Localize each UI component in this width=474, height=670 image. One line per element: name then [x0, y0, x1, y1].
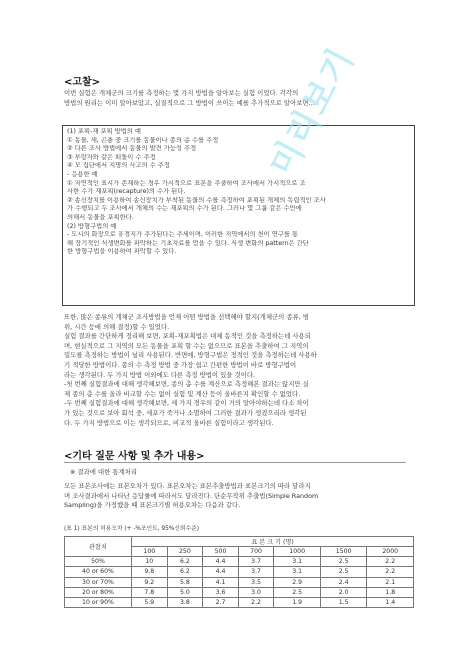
table-cell: 2.9: [274, 577, 321, 587]
text-line: 실험 결과를 간단하게 정리해 보면, 포획-재포획법은 대체 동적인 것을 측정하는데 사용되: [64, 332, 311, 341]
size-header-cell: 500: [203, 547, 239, 557]
section-title: 기타 질문 사항 및 추가 내용: [72, 451, 197, 462]
table-cell: 5.8: [167, 577, 203, 587]
table-cell: 2.4: [320, 577, 367, 587]
table-cell: 3.1: [274, 567, 321, 577]
size-header-cell: 250: [167, 547, 203, 557]
text-line: 이번 실험은 개체군의 크기를 측정하는 몇 가지 방법을 알아보는 실험 이었다. 각각의: [64, 89, 299, 97]
row-label-cell: 50%: [65, 557, 132, 567]
table-cell: 1.9: [274, 597, 321, 607]
text-line: 며 조사결과에서 나타난 응답률에 따라서도 달라진다. 단순무작위 추출법(Simple Random: [64, 491, 319, 500]
text-line: 또한, 많은 종류의 개체군 조사방법을 언제 어떤 방법을 선택해야 할지(개체군의 종류, 범: [64, 313, 309, 321]
section-heading-extra: <기타 질문 사항 및 추가 내용>: [64, 451, 205, 462]
table-row: [65, 557, 414, 567]
box-line: 의해서 동물을 포획한다.: [67, 213, 134, 221]
row-header-cell: 관찰치: [65, 537, 132, 557]
table-caption: (표 1) 표본의 허용오차 (+ -%포인트, 95%신뢰수준): [64, 526, 199, 532]
text-line: 기 적당한 방법이다. 종의 수 측정 방법 중 가장 쉽고 간편한 방법이 바로 방형구법이: [64, 360, 297, 369]
group-header-cell: 표 본 크 기 (명): [132, 537, 414, 547]
table-cell: 4.1: [203, 577, 239, 587]
table-cell: 2.7: [203, 597, 239, 607]
text-line: 모든 표본조사에는 표본오차가 있다. 표본오차는 표본추출방법과 표본크기의 따라 달라지: [64, 482, 311, 490]
section-heading-discussion: <고찰>: [64, 77, 101, 88]
table-cell: 4.4: [203, 567, 239, 577]
table-cell: 6.2: [167, 557, 203, 567]
table-cell: 4.4: [203, 557, 239, 567]
table-cell: 3.7: [238, 567, 274, 577]
size-header-cell: 700: [238, 547, 274, 557]
text-line: 제 종의 총 수를 올라 비교할 수는 없어 실험 및 계산 등이 올바른지 확인할 수 없었다.: [64, 389, 301, 398]
size-header-cell: 100: [132, 547, 168, 557]
size-header-cell: 1500: [320, 547, 367, 557]
text-line: 며, 현실적으로 그 지역의 모든 동물을 포획 할 수는 없으므로 표본을 추출하여 그 지역의: [64, 341, 309, 350]
row-label-cell: 20 or 80%: [65, 587, 132, 597]
box-line: ② 다른 조사 방법에서 동물의 발견 가능성 추정: [67, 145, 197, 153]
box-line: (1) 포획-재 포획 방법의 예: [67, 128, 141, 135]
text-line: 라는 생각된다. 두 가지 방법 이외에도 다른 측정 방법이 있을 것이다.: [64, 370, 256, 379]
table-cell: 2.5: [320, 557, 367, 567]
box-line: (2) 방형구법의 예: [67, 222, 117, 230]
text-line: 가 있는 것으로 보아 회석 중, 세포가 죽거나 소멸하여 그러한 결과가 생겼으리라 생각된: [64, 408, 307, 417]
text-line: 다. 두 가지 방법으로 이는 생각되므로, 비교적 올바른 실험이라고 생각된다.: [64, 418, 274, 427]
box-line: ④ 모 집단에서 지명의 사고의 수 추정: [67, 162, 170, 170]
preview-watermark: 미리보기: [262, 40, 363, 183]
table-cell: 2.5: [274, 587, 321, 597]
box-line: 한 방형구법을 이용하여 파악할 수 있다.: [67, 248, 177, 256]
table-cell: 3.8: [167, 597, 203, 607]
text-line: -두 번째 실험결과에 대해 생각해보면, 세 가지 경우의 같이 거의 알아야하는데 다소 차이: [64, 399, 309, 408]
box-line: 사한 수가 재포획(recapture)의 수가 된다.: [67, 188, 186, 196]
discussion-body: [64, 313, 416, 428]
table-cell: 3.7: [238, 557, 274, 567]
table-cell: 2.2: [367, 567, 414, 577]
text-line: 위, 시간 등에 의해 결정)할 수 있었다.: [64, 322, 170, 331]
text-line: -첫 번째 실험결과에 대해 생각해보면, 종의 총 수를 계산으로 측정해본 결과는 않지만 실: [64, 380, 309, 389]
text-line: 밀도를 측정하는 방법이 널리 사용된다. 반면에, 방형구법은 정적인 것을 측정하는데 사용하: [64, 351, 317, 360]
table-cell: 2.5: [320, 567, 367, 577]
table-cell: 3.5: [238, 577, 274, 587]
table-cell: 2.1: [367, 577, 414, 587]
heading-underline: [64, 462, 406, 463]
box-line: 해 장기적인 식생변화를 파악하는 기초자료를 얻을 수 있다. 식생 변화의 pattern은 간단: [67, 239, 309, 247]
table-cell: 6.2: [167, 567, 203, 577]
table-cell: 10: [132, 557, 168, 567]
box-line: ① 자연적인 표시가 존재하는 경우 가시적으로 표본을 추출하여 조사에서 가시적으로 조: [67, 179, 306, 187]
table-cell: 1.8: [367, 587, 414, 597]
table-cell: 5.0: [167, 587, 203, 597]
table-row: [65, 567, 414, 577]
row-label-cell: 30 or 70%: [65, 577, 132, 587]
table-cell: 5.9: [132, 597, 168, 607]
box-line: - 응용한 예: [67, 170, 98, 178]
intro-paragraph: [64, 89, 416, 108]
table-cell: 9.2: [132, 577, 168, 587]
margin-of-error-table: [64, 536, 414, 608]
size-header-cell: 2000: [367, 547, 414, 557]
statistics-paragraph: [64, 482, 416, 511]
table-cell: 3.0: [238, 587, 274, 597]
table-cell: 2.2: [238, 597, 274, 607]
examples-box: [62, 125, 415, 306]
table-cell: 9.8: [132, 567, 168, 577]
text-line: 방법의 원리는 이미 알아보았고, 실질적으로 그 방법이 쓰이는 예를 추가적으로 알아보면…: [64, 98, 315, 107]
table-cell: 3.1: [274, 557, 321, 567]
table-cell: 2.0: [320, 587, 367, 597]
table-cell: 3.6: [203, 587, 239, 597]
table-row: [65, 587, 414, 597]
table-cell: 7.8: [132, 587, 168, 597]
box-line: - 도시의 화장으로 휴경지가 추가된다는 추세이며, 이러한 지역에서의 천이 연구를 통: [67, 231, 299, 239]
text-line: Sampling)을 가정했을 때 표본크기별 허용오차는 다음과 같다.: [64, 501, 241, 510]
size-header-cell: 1000: [274, 547, 321, 557]
box-line: ① 동물, 새, 곤충 중 크기를 동물이나 종의 총 수를 추정: [67, 136, 219, 144]
box-line: ② 송신장치를 이용하여 송신장치가 부착된 동물의 수를 측정하여 포획된 개체의 독립적인 조사: [67, 196, 326, 204]
box-line: ③ 부랑자와 같은 떠돌이 수 추정: [67, 153, 156, 161]
table-cell: 1.4: [367, 597, 414, 607]
section-title: 고찰: [72, 77, 92, 88]
row-label-cell: 10 or 90%: [65, 597, 132, 607]
table-row: [65, 577, 414, 587]
subsection-title: ※ 결과에 대한 통계처리: [70, 468, 138, 476]
box-line: 가 수행되고 두 조사에서 개체의 수는 재포획의 수가 된다. 그러나 몇 그룹 같은 수만에: [67, 205, 302, 213]
table-row: [65, 597, 414, 607]
table-header-row: [65, 537, 414, 547]
table-cell: 1.5: [320, 597, 367, 607]
table-cell: 2.2: [367, 557, 414, 567]
row-label-cell: 40 or 60%: [65, 567, 132, 577]
